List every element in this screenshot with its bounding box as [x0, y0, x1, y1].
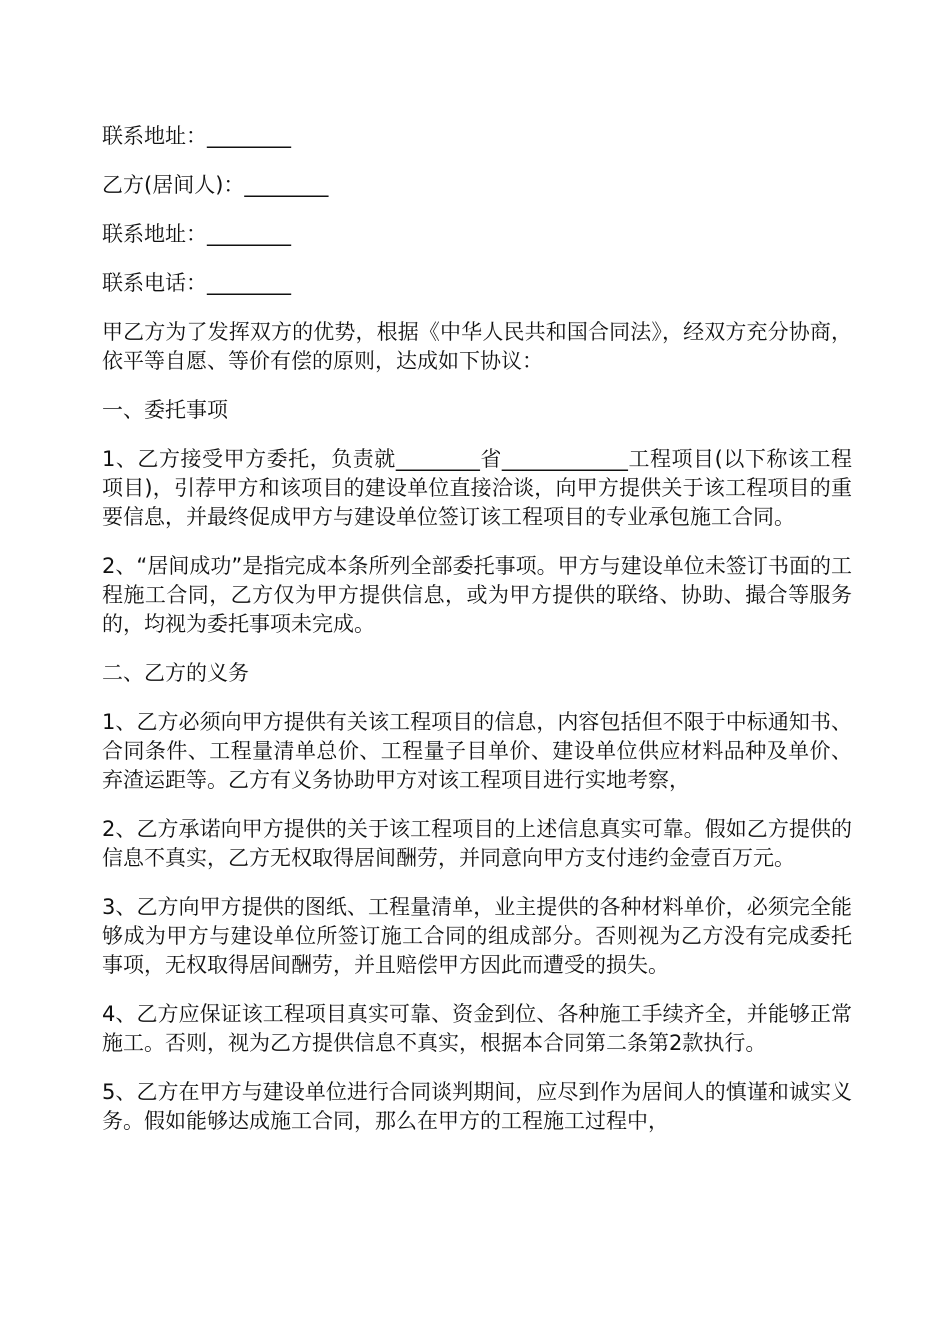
clause-2-3: 3、乙方向甲方提供的图纸、工程量清单，业主提供的各种材料单价，必须完全能够成为甲方与建设单位所签订施工合同的组成部分。否则视为乙方没有完成委托事项，无权取得居间酬劳，并且赔偿甲方因此而遭受的损失。 [102, 895, 852, 977]
section-heading-2: 二、乙方的义务 [102, 661, 249, 685]
section-heading-1: 一、委托事项 [102, 398, 228, 422]
preamble-paragraph: 甲乙方为了发挥双方的优势，根据《中华人民共和国合同法》，经双方充分协商，依平等自愿、等价有偿的原则，达成如下协议： [102, 320, 852, 373]
contact-phone-line: 联系电话：________ [102, 271, 291, 295]
clause-1-1: 1、乙方接受甲方委托，负责就________省____________工程项目(以下称该工程项目)，引荐甲方和该项目的建设单位直接洽谈，向甲方提供关于该工程项目的重要信息，并最终促成甲方与建设单位签订该工程项目的专业承包施工合同。 [102, 447, 852, 529]
party-b-line: 乙方(居间人)：________ [102, 173, 329, 197]
clause-2-1: 1、乙方必须向甲方提供有关该工程项目的信息，内容包括但不限于中标通知书、合同条件、工程量清单总价、工程量子目单价、建设单位供应材料品种及单价、弃渣运距等。乙方有义务协助甲方对该工程项目进行实地考察， [102, 710, 852, 792]
clause-2-2: 2、乙方承诺向甲方提供的关于该工程项目的上述信息真实可靠。假如乙方提供的信息不真实，乙方无权取得居间酬劳，并同意向甲方支付违约金壹百万元。 [102, 817, 852, 870]
clause-2-4: 4、乙方应保证该工程项目真实可靠、资金到位、各种施工手续齐全，并能够正常施工。否则，视为乙方提供信息不真实，根据本合同第二条第2款执行。 [102, 1002, 852, 1055]
contact-address-line-2: 联系地址：________ [102, 222, 291, 246]
clause-1-2: 2、“居间成功”是指完成本条所列全部委托事项。甲方与建设单位未签订书面的工程施工合同，乙方仅为甲方提供信息，或为甲方提供的联络、协助、撮合等服务的，均视为委托事项未完成。 [102, 554, 852, 636]
clause-2-5: 5、乙方在甲方与建设单位进行合同谈判期间，应尽到作为居间人的慎谨和诚实义务。假如能够达成施工合同，那么在甲方的工程施工过程中， [102, 1080, 852, 1133]
document-page [102, 122, 852, 1136]
contact-address-line-1: 联系地址：________ [102, 124, 291, 148]
